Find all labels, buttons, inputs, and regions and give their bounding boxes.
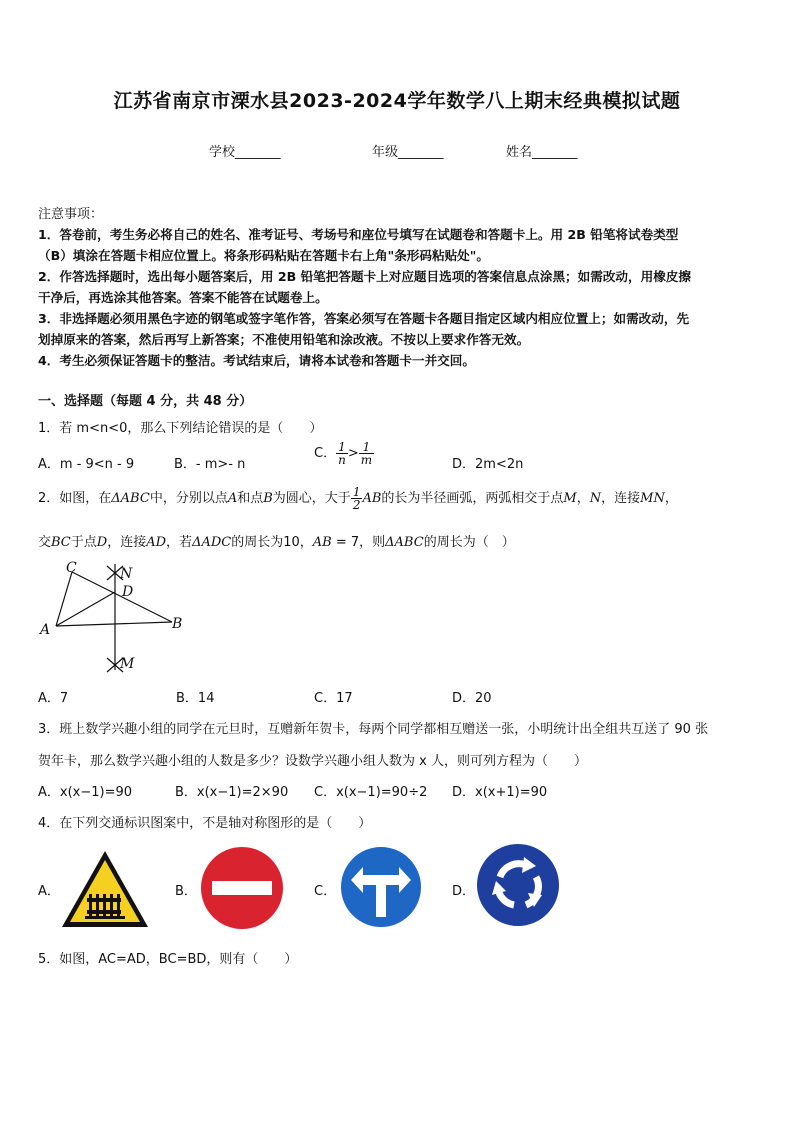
q3-option-d[interactable]: D．x(x+1)=90 xyxy=(452,785,548,800)
triangle-figure xyxy=(36,558,196,678)
name-field[interactable]: 姓名_______ xyxy=(506,145,578,160)
question-5-stem: 5．如图，AC=AD，BC=BD，则有（ ） xyxy=(38,952,298,967)
greater-than: > xyxy=(347,446,359,461)
question-1-stem: 1．若 m<n<0，那么下列结论错误的是（ ） xyxy=(38,421,323,436)
q2-option-c[interactable]: C．17 xyxy=(314,691,353,706)
grade-field[interactable]: 年级_______ xyxy=(372,145,444,160)
question-2-line-1: 2．如图，在ΔABC中，分别以点A和点B为圆心，大于 $\frac{1}{2}$ AB的长为半径画弧，两弧相交于点M，N，连接MN， xyxy=(38,485,678,512)
q4-option-d[interactable]: D． xyxy=(452,884,476,899)
q1-option-b[interactable]: B．- m>- n xyxy=(174,457,246,472)
label-m: M xyxy=(120,656,135,672)
page-title: 江苏省南京市溧水县2023-2024学年数学八上期末经典模拟试题 xyxy=(113,90,681,112)
q1-option-d[interactable]: D．2m<2n xyxy=(452,457,524,472)
label-b: B xyxy=(172,616,183,632)
q1-option-c[interactable] xyxy=(314,441,374,466)
school-field[interactable]: 学校_______ xyxy=(209,145,281,160)
note-line: （B）填涂在答题卡相应位置上。将条形码粘贴在答题卡右上角"条形码粘贴处"。 xyxy=(38,248,489,263)
q2-option-d[interactable]: D．20 xyxy=(452,691,492,706)
q4-option-c[interactable]: C． xyxy=(314,884,337,899)
q3-option-a[interactable]: A．x(x−1)=90 xyxy=(38,785,133,800)
fraction: $\frac{1}{2}$ xyxy=(352,485,361,512)
turn-left-or-right-sign-icon xyxy=(339,845,423,929)
note-line: 2．作答选择题时，选出每小题答案后，用 2B 铅笔把答题卡上对应题目选项的答案信息点涂黑；如需改动，用橡皮擦 xyxy=(38,269,691,284)
note-line: 干净后，再选涂其他答案。答案不能答在试题卷上。 xyxy=(38,290,328,305)
q2-option-b[interactable]: B．14 xyxy=(176,691,215,706)
note-line: 1．答卷前，考生务必将自己的姓名、准考证号、考场号和座位号填写在试题卷和答题卡上。用 2B 铅笔将试卷类型 xyxy=(38,227,679,242)
fraction: $\frac{1}{n}$ xyxy=(338,440,346,467)
note-line: 4．考生必须保证答题卡的整洁。考试结束后，请将本试卷和答题卡一并交回。 xyxy=(38,353,475,368)
q1-option-a[interactable]: A．m - 9<n - 9 xyxy=(38,457,135,472)
question-3-line-1: 3．班上数学兴趣小组的同学在元旦时，互赠新年贺卡，每两个同学都相互赠送一张，小明统计出全组共互送了 90 张 xyxy=(38,722,709,737)
label-n: N xyxy=(120,566,133,582)
label-c: C xyxy=(66,560,77,576)
q3-option-c[interactable]: C．x(x−1)=90÷2 xyxy=(314,785,428,800)
question-2-line-2: 交BC于点D，连接AD，若ΔADC的周长为10，AB = 7，则ΔABC的周长为（ ） xyxy=(38,535,515,550)
label-a: A xyxy=(40,622,51,638)
question-3-line-2: 贺年卡，那么数学兴趣小组的人数是多少？设数学兴趣小组人数为 x 人，则可列方程为（ ） xyxy=(38,754,587,769)
q3-option-b[interactable]: B．x(x−1)=2×90 xyxy=(175,785,289,800)
note-line: 3．非选择题必须用黑色字迹的钢笔或签字笔作答，答案必须写在答题卡各题目指定区域内相应位置上；如需改动，先 xyxy=(38,311,690,326)
fraction: $\frac{1}{m}$ xyxy=(360,440,373,467)
section-heading: 一、选择题（每题 4 分，共 48 分） xyxy=(38,394,253,409)
no-entry-sign-icon xyxy=(200,846,284,930)
notes-heading: 注意事项： xyxy=(38,207,104,222)
q1-option-c-label: C． xyxy=(314,446,337,461)
label-d: D xyxy=(122,584,134,600)
q4-option-b[interactable]: B． xyxy=(175,884,197,899)
note-line: 划掉原来的答案，然后再写上新答案；不准使用铅笔和涂改液。不按以上要求作答无效。 xyxy=(38,332,530,347)
q4-option-a[interactable]: A． xyxy=(38,884,60,899)
roundabout-sign-icon xyxy=(476,843,560,927)
question-4-stem: 4．在下列交通标识图案中，不是轴对称图形的是（ ） xyxy=(38,816,372,831)
q2-option-a[interactable]: A．7 xyxy=(38,691,69,706)
railroad-crossing-sign-icon xyxy=(60,848,150,930)
